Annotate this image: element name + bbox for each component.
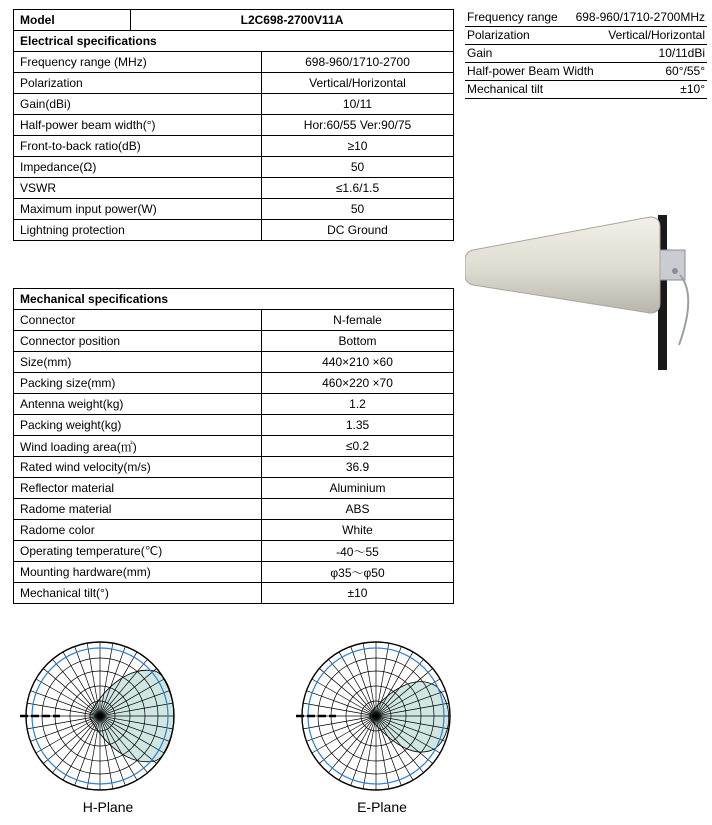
spec-label: Operating temperature(℃) — [14, 541, 262, 562]
summary-row — [465, 9, 707, 27]
spec-label: Radome material — [14, 499, 262, 520]
electrical-section-header — [14, 31, 454, 52]
mechanical-row — [14, 457, 454, 478]
mechanical-row — [14, 499, 454, 520]
spec-value: 1.2 — [262, 394, 454, 415]
spec-value: N-female — [262, 310, 454, 331]
spec-label: Lightning protection — [14, 220, 262, 241]
summary-row — [465, 27, 707, 45]
mechanical-row — [14, 310, 454, 331]
electrical-row — [14, 115, 454, 136]
summary-row — [465, 63, 707, 81]
mechanical-row — [14, 415, 454, 436]
spec-value: White — [262, 520, 454, 541]
spec-label: Mounting hardware(mm) — [14, 562, 262, 583]
summary-value: 10/11dBi — [658, 46, 705, 60]
mechanical-row — [14, 541, 454, 562]
spec-label: Connector — [14, 310, 262, 331]
antenna-product-image — [465, 205, 707, 375]
spec-label: Radome color — [14, 520, 262, 541]
h-plane-caption: H-Plane — [82, 799, 134, 815]
spec-label: Reflector material — [14, 478, 262, 499]
spec-value: ABS — [262, 499, 454, 520]
mechanical-row — [14, 520, 454, 541]
spec-value: ±10 — [262, 583, 454, 604]
spec-value: 50 — [262, 199, 454, 220]
spec-label: Maximum input power(W) — [14, 199, 262, 220]
summary-label: Gain — [467, 46, 493, 60]
spec-label: Wind loading area(㎡) — [14, 436, 262, 457]
mechanical-row — [14, 394, 454, 415]
spec-label: Mechanical tilt(°) — [14, 583, 262, 604]
spec-value: 36.9 — [262, 457, 454, 478]
model-value: L2C698-2700V11A — [131, 10, 454, 31]
h-plane-radiation-plot — [20, 636, 180, 796]
spec-label: Polarization — [14, 73, 262, 94]
spec-label: Impedance(Ω) — [14, 157, 262, 178]
summary-row — [465, 81, 707, 99]
spec-value: Vertical/Horizontal — [262, 73, 454, 94]
spec-value: Bottom — [262, 331, 454, 352]
summary-label: Mechanical tilt — [467, 82, 544, 96]
summary-spec-list — [465, 9, 707, 99]
spec-value: ≥10 — [262, 136, 454, 157]
mechanical-row — [14, 478, 454, 499]
spec-value: 10/11 — [262, 94, 454, 115]
spec-value: -40～55 — [262, 541, 454, 562]
electrical-row — [14, 52, 454, 73]
spec-label: Half-power beam width(°) — [14, 115, 262, 136]
mechanical-spec-table — [13, 288, 454, 604]
spec-value: 50 — [262, 157, 454, 178]
electrical-row — [14, 73, 454, 94]
mechanical-row — [14, 373, 454, 394]
electrical-spec-table — [13, 9, 454, 241]
mechanical-row — [14, 352, 454, 373]
spec-value: φ35～φ50 — [262, 562, 454, 583]
spec-value: Hor:60/55 Ver:90/75 — [262, 115, 454, 136]
mechanical-section-title: Mechanical specifications — [14, 289, 454, 310]
model-label: Model — [14, 10, 131, 31]
summary-label: Frequency range — [467, 10, 558, 24]
summary-value: 698-960/1710-2700MHz — [575, 10, 705, 24]
spec-value: 698-960/1710-2700 — [262, 52, 454, 73]
summary-label: Half-power Beam Width — [467, 64, 594, 78]
spec-label: Connector position — [14, 331, 262, 352]
summary-row — [465, 45, 707, 63]
spec-label: Packing size(mm) — [14, 373, 262, 394]
spec-label: Antenna weight(kg) — [14, 394, 262, 415]
mechanical-row — [14, 562, 454, 583]
spec-value: ≤1.6/1.5 — [262, 178, 454, 199]
mechanical-row — [14, 436, 454, 457]
electrical-row — [14, 199, 454, 220]
spec-label: Front-to-back ratio(dB) — [14, 136, 262, 157]
summary-label: Polarization — [467, 28, 530, 42]
spec-value: 440×210 ×60 — [262, 352, 454, 373]
spec-value: 1.35 — [262, 415, 454, 436]
summary-value: 60°/55° — [665, 64, 705, 78]
electrical-row — [14, 136, 454, 157]
electrical-row — [14, 157, 454, 178]
spec-label: Rated wind velocity(m/s) — [14, 457, 262, 478]
spec-value: ≤0.2 — [262, 436, 454, 457]
spec-label: VSWR — [14, 178, 262, 199]
spec-label: Packing weight(kg) — [14, 415, 262, 436]
electrical-section-title: Electrical specifications — [14, 31, 454, 52]
summary-value: Vertical/Horizontal — [608, 28, 705, 42]
electrical-row — [14, 94, 454, 115]
electrical-row — [14, 178, 454, 199]
e-plane-caption: E-Plane — [357, 799, 407, 815]
e-plane-radiation-plot — [296, 636, 456, 796]
spec-label: Frequency range (MHz) — [14, 52, 262, 73]
summary-value: ±10° — [680, 82, 705, 96]
spec-value: Aluminium — [262, 478, 454, 499]
mechanical-row — [14, 583, 454, 604]
mechanical-section-header — [14, 289, 454, 310]
mechanical-row — [14, 331, 454, 352]
spec-label: Gain(dBi) — [14, 94, 262, 115]
model-row — [14, 10, 454, 31]
spec-value: DC Ground — [262, 220, 454, 241]
electrical-row — [14, 220, 454, 241]
spec-label: Size(mm) — [14, 352, 262, 373]
spec-value: 460×220 ×70 — [262, 373, 454, 394]
